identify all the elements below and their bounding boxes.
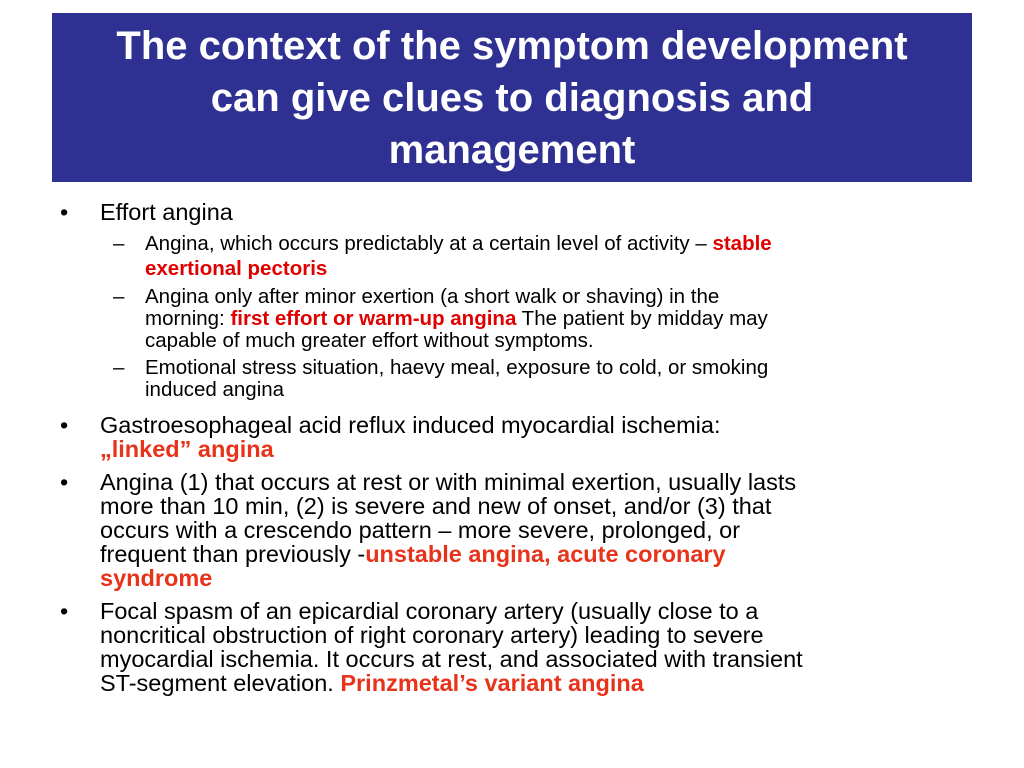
bullet-linked-angina: [58, 413, 968, 461]
highlight-unstable-angina: unstable angina, acute coronary: [365, 541, 726, 567]
sub-bullet-line: Angina, which occurs predictably at a certain level of activity – stable: [145, 232, 772, 255]
bullet-text: occurs with a crescendo pattern – more severe, prolonged, or: [100, 517, 741, 543]
title-line-2: can give clues to diagnosis and: [210, 75, 814, 120]
bullet-text: noncritical obstruction of right coronary artery) leading to severe: [100, 622, 764, 648]
slide-content: [58, 200, 968, 704]
highlight-prinzmetal-angina: Prinzmetal’s variant angina: [340, 670, 644, 696]
highlight-exertional-pectoris: exertional pectoris: [145, 257, 328, 280]
bullet-text: more than 10 min, (2) is severe and new of onset, and/or (3) that: [100, 493, 772, 519]
highlight-stable: stable: [712, 232, 772, 255]
sub-bullet-warm-up-angina: [58, 286, 968, 352]
bullet-dot-icon: •: [60, 199, 69, 225]
bullet-dot-icon: •: [60, 598, 69, 624]
bullet-prinzmetal-angina: [58, 599, 968, 695]
bullet-text: ST-segment elevation. Prinzmetal’s variant angina: [100, 670, 644, 696]
sub-bullet-line: Angina only after minor exertion (a short walk or shaving) in the: [145, 285, 720, 308]
highlight-linked-angina: „linked” angina: [100, 436, 274, 462]
bullet-dot-icon: •: [60, 412, 69, 438]
title-line-3: management: [388, 127, 636, 172]
sub-bullet-line: capable of much greater effort without symptoms.: [145, 329, 594, 352]
bullet-dot-icon: •: [60, 469, 69, 495]
sub-bullet-stress-angina: [58, 357, 968, 401]
title-line-1: The context of the symptom development: [116, 23, 908, 68]
sub-bullet-line: Emotional stress situation, haevy meal, exposure to cold, or smoking: [145, 356, 769, 379]
slide-title: [52, 13, 972, 182]
sub-bullet-line: induced angina: [145, 378, 285, 401]
bullet-effort-angina: [58, 200, 968, 224]
dash-icon: –: [113, 285, 125, 308]
sub-bullet-line: morning: first effort or warm-up angina The patient by midday may: [145, 307, 768, 330]
bullet-text: myocardial ischemia. It occurs at rest, and associated with transient: [100, 646, 803, 672]
bullet-text: Gastroesophageal acid reflux induced myocardial ischemia:: [100, 412, 721, 438]
highlight-first-effort-angina: first effort or warm-up angina: [230, 307, 517, 330]
dash-icon: –: [113, 232, 125, 255]
bullet-text: Focal spasm of an epicardial coronary artery (usually close to a: [100, 598, 759, 624]
bullet-unstable-angina: [58, 470, 968, 590]
bullet-text: Angina (1) that occurs at rest or with minimal exertion, usually lasts: [100, 469, 797, 495]
bullet-text: frequent than previously -unstable angina, acute coronary: [100, 541, 726, 567]
bullet-text: Effort angina: [100, 199, 233, 225]
dash-icon: –: [113, 356, 125, 379]
sub-bullet-stable-angina: [58, 231, 968, 281]
highlight-syndrome: syndrome: [100, 565, 213, 591]
